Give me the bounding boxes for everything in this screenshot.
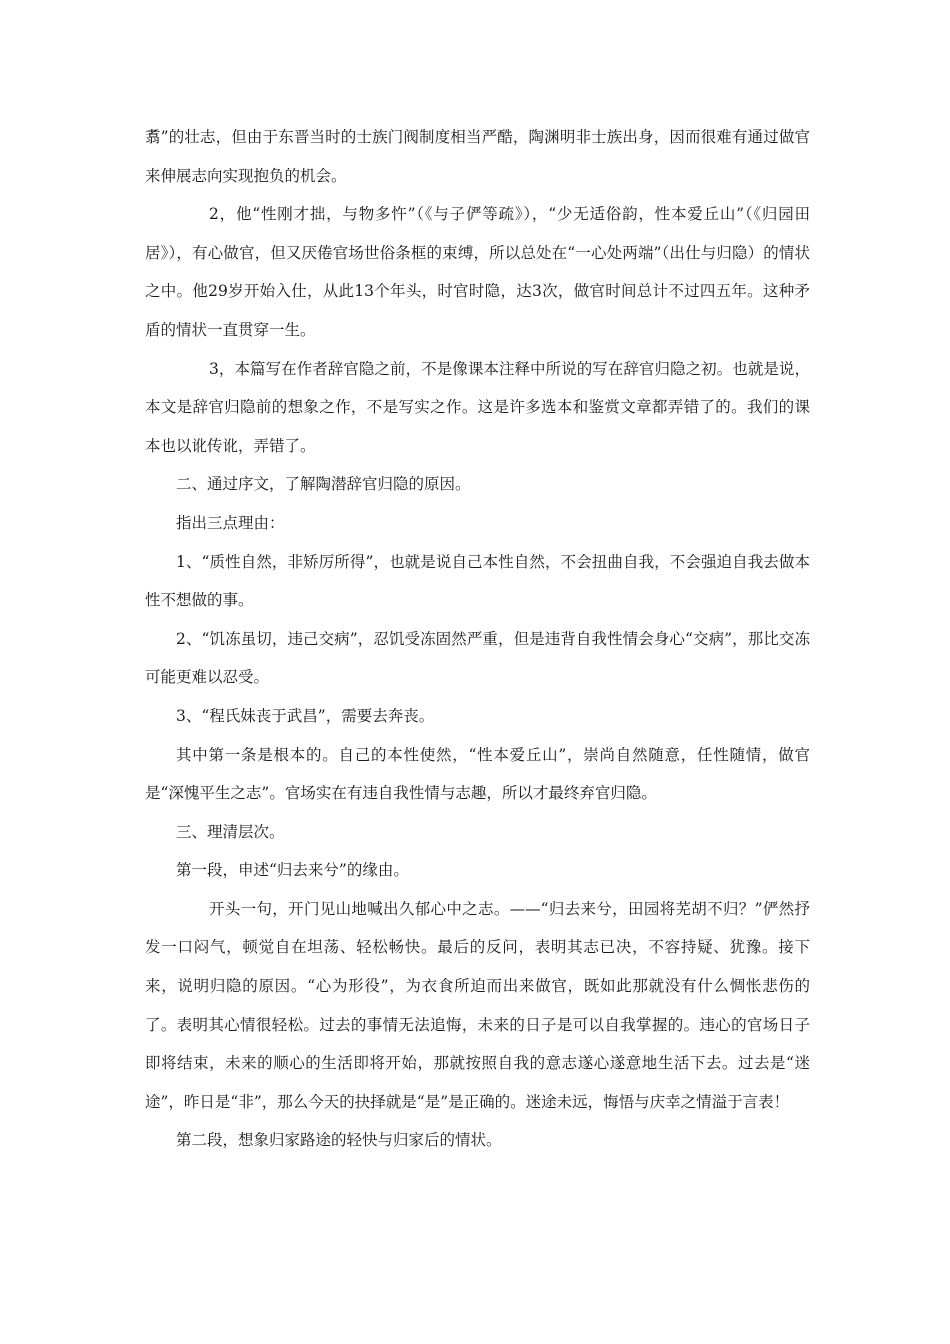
- section-heading-2: 二、通过序文，了解陶潜辞官归隐的原因。: [176, 475, 471, 494]
- document-body: [145, 118, 810, 1160]
- paragraph-point-3: 3，本篇写在作者辞官隐之前，不是像课本注释中所说的写在辞官归隐之初。也就是说，本文是辞官归隐前的想象之作，不是写实之作。这是许多选本和鉴赏文章都弄错了的。我们的课本也以讹传讹，弄错了。: [145, 359, 810, 455]
- paragraph-reason-2: 2、“饥冻虽切，违己交病”，忍饥受冻固然严重，但是违背自我性情会身心“交病”，那比交冻可能更难以忍受。: [145, 629, 810, 687]
- paragraph-first-section: 第一段，申述“归去来兮”的缘由。: [176, 861, 409, 880]
- paragraph-main-reason: 其中第一条是根本的。自己的本性使然，“性本爱丘山”，崇尚自然随意，任性随情，做官是“深愧平生之志”。官场实在有违自我性情与志趣，所以才最终弃官归隐。: [145, 745, 810, 803]
- section-heading-3: 三、理清层次。: [176, 822, 285, 841]
- paragraph-reason-1: 1、“质性自然，非矫厉所得”，也就是说自己本性自然，不会扭曲自我，不会强迫自我去做本性不想做的事。: [145, 552, 810, 610]
- paragraph-three-reasons: 指出三点理由：: [176, 513, 285, 532]
- paragraph-reason-3: 3、“程氏妹丧于武昌”，需要去奔丧。: [176, 706, 435, 725]
- paragraph-continuation: 翥”的壮志，但由于东晋当时的士族门阀制度相当严酷，陶渊明非士族出身，因而很难有通过做官来伸展志向实现抱负的机会。: [145, 128, 810, 185]
- paragraph-second-section: 第二段，想象归家路途的轻快与归家后的情状。: [176, 1131, 502, 1150]
- paragraph-opening-analysis: 开头一句，开门见山地喊出久郁心中之志。——“归去来兮，田园将芜胡不归？”俨然抒发一口闷气，顿觉自在坦荡、轻松畅快。最后的反问，表明其志已决，不容持疑、犹豫。接下来，说明归隐的原因。“心为形役”，为衣食所迫而出来做官，既如此那就没有什么惆怅悲伤的了。表明其心情很轻松。过去的事情无法追悔，未来的日子是可以自我掌握的。违心的官场日子即将结束，未来的顺心的生活即将开始，那就按照自我的意志遂心遂意地生活下去。过去是“迷途”，昨日是“非”，那么今天的抉择就是“是”是正确的。迷途未远，悔悟与庆幸之情溢于言表！: [145, 899, 810, 1111]
- paragraph-point-2: 2，他“性刚才拙，与物多忤”（《与子俨等疏》），“少无适俗韵，性本爱丘山”（《归园田居》），有心做官，但又厌倦官场世俗条框的束缚，所以总处在“一心处两端”（出仕与归隐）的情状之中。他29岁开始入仕，从此13个年头，时官时隐，达3次，做官时间总计不过四五年。这种矛盾的情状一直贯穿一生。: [145, 205, 810, 339]
